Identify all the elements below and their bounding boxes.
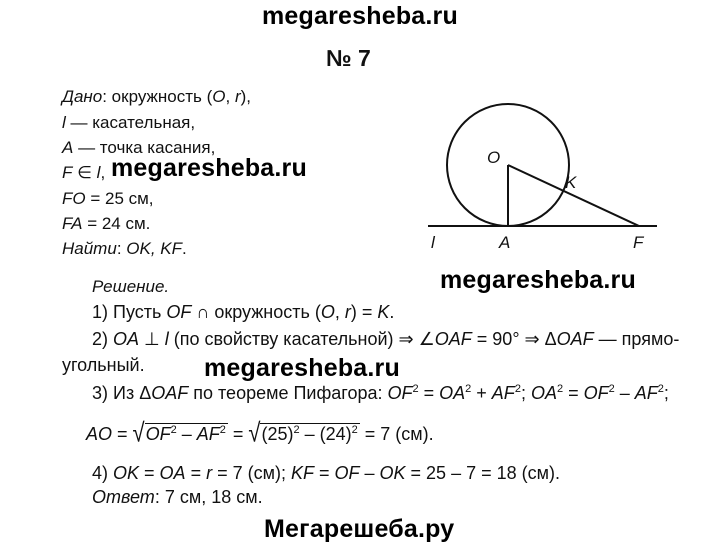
label-f: F <box>633 233 644 252</box>
problem-number: № 7 <box>326 45 371 71</box>
watermark-bottom: Мегарешеба.ру <box>264 515 455 543</box>
given-line-6: FA = 24 см. <box>62 214 151 233</box>
radicand-2: $(25)^2 - (24)^2$ <box>261 424 358 444</box>
watermark-top: megaresheba.ru <box>262 2 458 30</box>
solution-step-1: 1) Пусть OF ∩ окружность (O, r) = K. <box>92 302 395 322</box>
given-line-4: F ∈ l, <box>62 163 106 182</box>
sqrt-sign: √ <box>132 417 145 448</box>
sqrt-sign: √ <box>248 417 261 448</box>
given-label: Дано <box>62 87 103 106</box>
watermark-middle-1: megaresheba.ru <box>111 154 307 182</box>
label-o: O <box>487 148 501 167</box>
label-a: A <box>499 233 511 252</box>
label-l: l <box>431 233 435 252</box>
given-find-line: Найти: OK, KF. <box>62 239 187 258</box>
given-line-2: l — касательная, <box>62 113 196 132</box>
watermark-middle-2: megaresheba.ru <box>440 266 636 294</box>
solution-step-4: 4) OK = OA = r = 7 (см); KF = OF – OK = 25 – 7 = 18 (см). <box>92 463 560 483</box>
solution-heading: Решение. <box>92 277 170 296</box>
given-line-5: FO = 25 см, <box>62 189 154 208</box>
radicand-1: $OF^2 - AF^2$ <box>145 424 226 444</box>
watermark-middle-3: megaresheba.ru <box>204 354 400 382</box>
given-line-3: A — точка касания, <box>62 138 216 157</box>
solution-step-3: 3) Из ΔOAF по теореме Пифагора: $OF^2 = OA^2 + AF^2$; $OA^2 = OF^2 - AF^2$; <box>92 383 669 403</box>
given-line-1: Дано: окружность (O, r), <box>62 87 252 106</box>
solution-answer: Ответ: 7 см, 18 см. <box>92 487 263 507</box>
label-k: K <box>565 173 577 192</box>
solution-formula: AO = $√OF^2 - AF^2 = √(25)^2 - (24)^2 = 7$ (см). <box>86 417 434 448</box>
geometry-figure <box>415 85 675 255</box>
solution-step-2: 2) OA ⊥ l (по свойству касательной) ⇒ ∠OAF = 90° ⇒ ΔOAF — прямо- <box>92 329 680 349</box>
solution-step-2-cont: угольный. <box>62 355 145 375</box>
